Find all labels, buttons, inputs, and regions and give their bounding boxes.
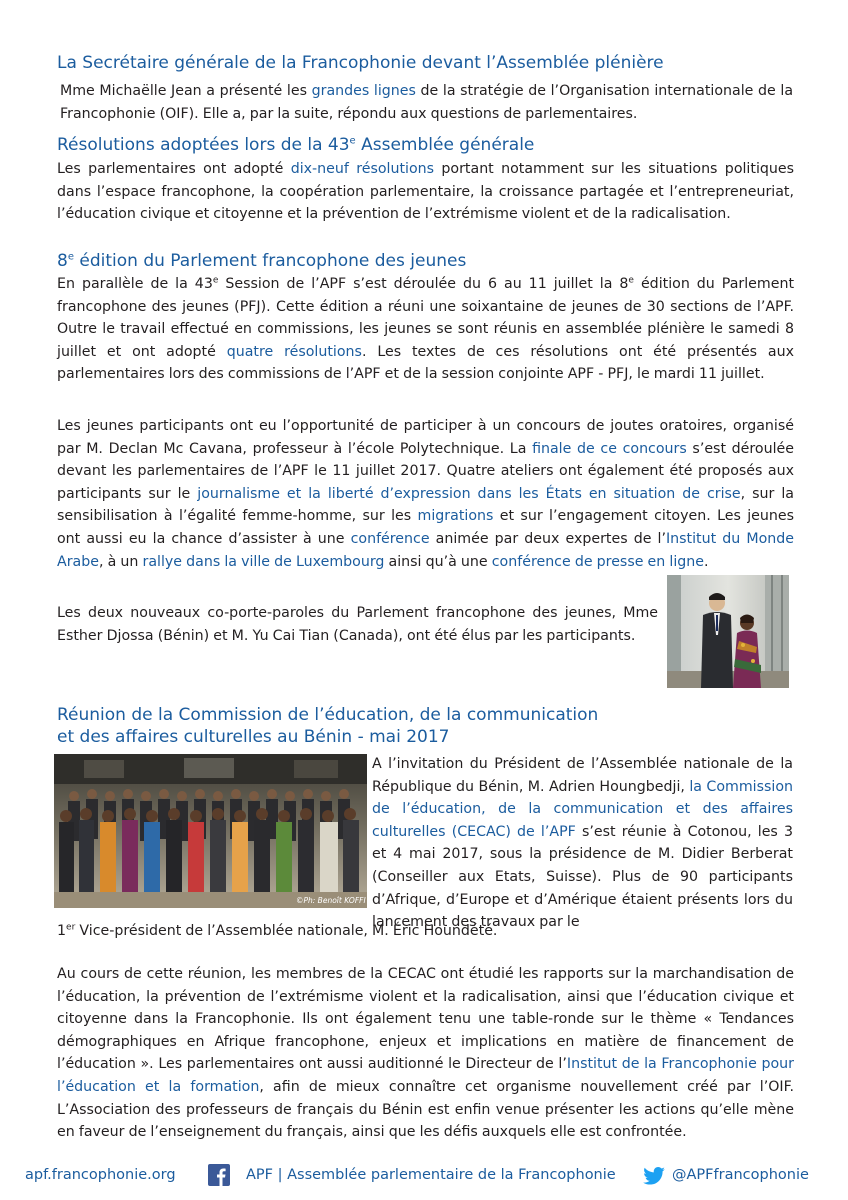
facebook-icon[interactable] bbox=[208, 1164, 230, 1186]
paragraph-cecac-vice-president: 1er Vice-président de l’Assemblée nationale, M. Éric Houndété. bbox=[57, 922, 498, 939]
link-finale-concours[interactable]: finale de ce concours bbox=[532, 440, 687, 457]
footer bbox=[0, 1162, 848, 1192]
paragraph-secretaire-generale: Mme Michaëlle Jean a présenté les grandes lignes de la stratégie de l’Organisation internationale de la Francophonie (OIF). Elle a, par la suite, répondu aux questions de parlementaires. bbox=[60, 83, 794, 122]
twitter-icon[interactable] bbox=[643, 1167, 665, 1185]
photo-groupe-cecac bbox=[54, 754, 367, 908]
paragraph-pfj-session: En parallèle de la 43e Session de l’APF s’est déroulée du 6 au 11 juillet la 8e édition du Parlement francophone des jeunes (PFJ). Cette édition a réuni une soixantaine de jeunes de 30 sections de l’APF. Outre le travail effectué en commissions, les jeunes se sont réunis en assemblée plénière le samedi 8 juillet et ont adopté quatre résolutions. Les textes de ces résolutions ont été présentés aux parlementaires lors des commissions de l’APF et de la session conjointe APF - PFJ, le mardi 11 juillet. bbox=[57, 275, 795, 383]
link-conference[interactable]: conférence bbox=[350, 530, 430, 547]
link-journalisme[interactable]: journalisme et la liberté d’expression dans les États en situation de crise bbox=[197, 485, 741, 502]
section-title-cecac-line1: Réunion de la Commission de l’éducation, de la communication bbox=[57, 705, 599, 725]
link-rallye-luxembourg[interactable]: rallye dans la ville de Luxembourg bbox=[142, 553, 385, 570]
paragraph-resolutions: Les parlementaires ont adopté dix-neuf résolutions portant notamment sur les situations politiques dans l’espace francophone, la coopération parlementaire, la croissance partagée et l’entrepreneuriat, l’éducation civique et citoyenne et la prévention de l’extrémisme violent et de la radicalisation. bbox=[57, 161, 794, 223]
photo-co-porte-paroles bbox=[667, 575, 789, 688]
footer-website-link[interactable]: apf.francophonie.org bbox=[25, 1167, 176, 1183]
link-institut-monde-arabe[interactable]: Institut du Monde Arabe bbox=[57, 530, 794, 570]
section-title-secretaire-generale: La Secrétaire générale de la Francophonie devant l’Assemblée plénière bbox=[57, 53, 664, 73]
section-title-resolutions: Résolutions adoptées lors de la 43e Assemblée générale bbox=[57, 135, 535, 155]
photo-credit: ©Ph: Benoît KOFFI bbox=[296, 896, 366, 905]
paragraph-cecac-invitation: A l’invitation du Président de l’Assemblée nationale de la République du Bénin, M. Adrien Houngbedji, la Commission de l’éducation, de la communication et des affaires culturelles (CECAC) de l’APF s’est réunie à Cotonou, les 3 et 4 mai 2017, sous la présidence de M. Didier Berberat (Conseiller aux Etats, Suisse). Plus de 90 participants d’Afrique, d’Europe et d’Amérique étaient présents lors du lancement des travaux par le bbox=[372, 756, 793, 931]
link-quatre-resolutions[interactable]: quatre résolutions bbox=[226, 343, 362, 360]
link-cecac[interactable]: la Commission de l’éducation, de la communication et des affaires culturelles (CECAC) de l’APF bbox=[372, 778, 793, 840]
section-title-cecac-line2: et des affaires culturelles au Bénin - mai 2017 bbox=[57, 727, 450, 747]
paragraph-cecac-reunion: Au cours de cette réunion, les membres de la CECAC ont étudié les rapports sur la marchandisation de l’éducation, la prévention de l’extrémisme violent et la radicalisation, ainsi que l’éducation civique et citoyenne dans la Francophonie. Ils ont également tenu une table-ronde sur le thème « Tendances démographiques en Afrique francophone, enjeux et implications en matière de financement de l’éducation ». Les parlementaires ont aussi auditionné le Directeur de l’Institut de la Francophonie pour l’éducation et la formation, afin de mieux connaître cet organisme nouvellement créé par l’OIF. L’Association des professeurs de français du Bénin est enfin venue présenter les actions qu’elle mène en faveur de l’enseignement du français, ainsi que les défis auxquels elle est confrontée. bbox=[57, 966, 794, 1141]
footer-facebook-link[interactable]: APF | Assemblée parlementaire de la Francophonie bbox=[246, 1167, 616, 1183]
link-institut-francophonie-education[interactable]: Institut de la Francophonie pour l’éducation et la formation bbox=[57, 1056, 794, 1095]
paragraph-co-porte-paroles: Les deux nouveaux co-porte-paroles du Parlement francophone des jeunes, Mme Esther Djossa (Bénin) et M. Yu Cai Tian (Canada), ont été élus par les participants. bbox=[57, 605, 658, 644]
paragraph-pfj-activites: Les jeunes participants ont eu l’opportunité de participer à un concours de joutes oratoires, organisé par M. Declan Mc Cavana, professeur à l’école Polytechnique. La finale de ce concours s’est déroulée devant les parlementaires de l’APF le 11 juillet 2017. Quatre ateliers ont également été proposés aux participants sur le journalisme et la liberté d’expression dans les États en situation de crise, sur la sensibilisation à l’égalité femme-homme, sur les migrations et sur l’engagement citoyen. Les jeunes ont aussi eu la chance d’assister à une conférence animée par deux expertes de l’Institut du Monde Arabe, à un rallye dans la ville de Luxembourg ainsi qu’à une conférence de presse en ligne. bbox=[57, 418, 794, 570]
link-migrations[interactable]: migrations bbox=[417, 508, 494, 525]
footer-twitter-link[interactable]: @APFfrancophonie bbox=[672, 1167, 809, 1183]
link-grandes-lignes[interactable]: grandes lignes bbox=[311, 83, 416, 99]
link-dix-neuf-resolutions[interactable]: dix-neuf résolutions bbox=[290, 161, 435, 177]
section-title-parlement-jeunes: 8e édition du Parlement francophone des jeunes bbox=[57, 251, 467, 271]
link-conference-presse[interactable]: conférence de presse en ligne bbox=[491, 553, 704, 570]
